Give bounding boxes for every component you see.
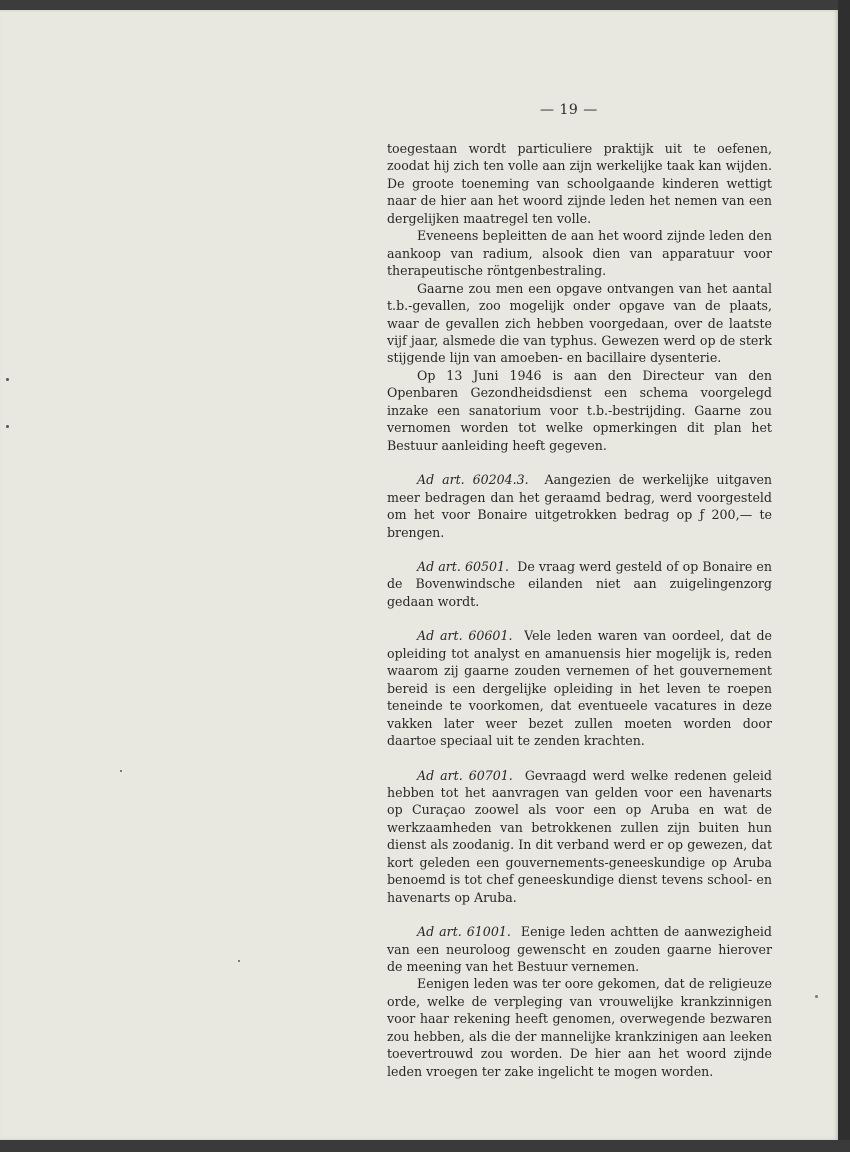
- paragraph-art-61001-text: Eenige leden achtten de aanwezigheid van een neuroloog gewenscht en zouden gaarne hierover de meening van het Bestuur vernemen.: [387, 924, 772, 975]
- page-number: — 19 —: [540, 102, 598, 118]
- body-text: [387, 140, 772, 1080]
- paragraph-2-text: Eveneens bepleitten de aan het woord zijnde leden den aankoop van radium, alsook dien van apparatuur voor therapeutische röntgenbestraling.: [387, 228, 772, 279]
- paragraph-art-60501-text: De vraag werd gesteld of op Bonaire en de Bovenwindsche eilanden niet aan zuigelingenzorg gedaan wordt.: [387, 558, 772, 609]
- article-reference: Ad art. 60601.: [417, 628, 513, 644]
- paragraph-art-60501: [387, 558, 772, 610]
- paragraph-art-61001: [387, 923, 772, 975]
- paper-speck: [6, 378, 9, 381]
- paragraph-4-text: Op 13 Juni 1946 is aan den Directeur van den Openbaren Gezondheidsdienst een schema voorgelegd inzake een sanatorium voor t.b.-bestrijding. Gaarne zou vernomen worden tot welke opmerkingen dit plan het Bestuur aanleiding heeft gegeven.: [387, 367, 772, 453]
- paragraph-1: [387, 140, 772, 227]
- scan-edge-right: [838, 0, 850, 1152]
- paragraph-10-text: Eenigen leden was ter oore gekomen, dat de religieuze orde, welke de verpleging van vrouwelijke krankzinnigen voor haar rekening heeft genomen, overwegende bezwaren zou hebben, als die der mannelijke krankzinigen aan leeken toevertrouwd zou worden. De hier aan het woord zijnde leden vroegen ter zake ingelicht te mogen worden.: [387, 976, 772, 1079]
- article-reference: Ad art. 60501.: [417, 558, 510, 574]
- paper-speck: [120, 770, 122, 772]
- paragraph-art-60204: [387, 471, 772, 541]
- paper-speck: [815, 995, 818, 998]
- document-page: [0, 10, 838, 1140]
- scan-edge-bottom: [0, 1140, 850, 1152]
- article-reference: Ad art. 60204.3.: [417, 472, 529, 488]
- paragraph-3-text: Gaarne zou men een opgave ontvangen van het aantal t.b.-gevallen, zoo mogelijk onder opgave van de plaats, waar de gevallen zich hebben voorgedaan, over de laatste vijf jaar, alsmede die van typhus. Gewezen werd op de sterk stijgende lijn van amoeben- en bacillaire dysenterie.: [387, 280, 772, 366]
- paragraph-10: [387, 975, 772, 1080]
- paragraph-4: [387, 367, 772, 454]
- paragraph-art-60601-text: Vele leden waren van oordeel, dat de opleiding tot analyst en amanuensis hier mogelijk is, reden waarom zij gaarne zouden vernemen of het gouvernement bereid is een dergelijke opleiding in het leven te roepen teneinde te voorkomen, dat eventueele vacatures in deze vakken later weer bezet zullen moeten worden door daartoe speciaal uit te zenden krachten.: [387, 628, 772, 749]
- paragraph-3: [387, 280, 772, 367]
- paper-speck: [238, 960, 240, 962]
- paragraph-art-60601: [387, 627, 772, 749]
- paragraph-art-60204-text: Aangezien de werkelijke uitgaven meer bedragen dan het geraamd bedrag, werd voorgesteld om het voor Bonaire uitgetrokken bedrag op ƒ 200,— te brengen.: [387, 472, 773, 540]
- paper-speck: [6, 425, 9, 428]
- paragraph-art-60701-text: Gevraagd werd welke redenen geleid hebben tot het aanvragen van gelden voor een havenarts op Curaçao zoowel als voor een op Aruba en wat de werkzaamheden van betrokkenen zullen zijn buiten hun dienst als zoodanig. In dit verband werd er op gewezen, dat kort geleden een gouvernements-geneeskundige op Aruba benoemd is tot chef geneeskundige dienst tevens school- en havenarts op Aruba.: [387, 767, 772, 905]
- paragraph-2: [387, 227, 772, 279]
- paragraph-1-text: toegestaan wordt particuliere praktijk uit te oefenen, zoodat hij zich ten volle aan zijn werkelijke taak kan wijden. De groote toeneming van schoolgaande kinderen wettigt naar de hier aan het woord zijnde leden het nemen van een dergelijken maatregel ten volle.: [387, 141, 772, 226]
- article-reference: Ad art. 61001.: [417, 924, 511, 940]
- article-reference: Ad art. 60701.: [417, 767, 513, 783]
- paragraph-art-60701: [387, 767, 772, 907]
